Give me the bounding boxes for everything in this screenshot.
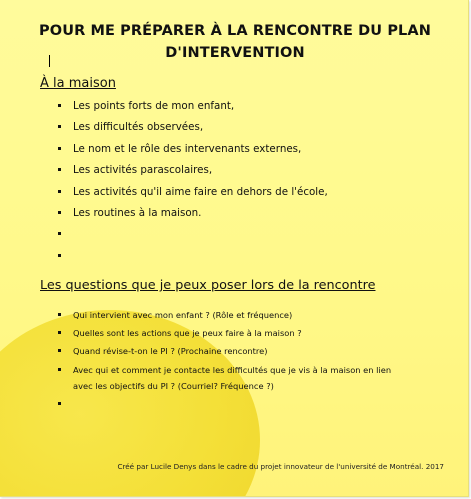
list-item (56, 120, 328, 141)
list-item-text: Les activités parascolaires, (73, 164, 213, 177)
list-item (56, 99, 328, 120)
bullet-icon (58, 331, 61, 334)
bullet-icon (58, 313, 61, 316)
section-heading-home: À la maison (40, 76, 116, 91)
list-item (56, 307, 413, 323)
list-item-text: Le nom et le rôle des intervenants externes, (73, 142, 302, 155)
section-heading-questions: Les questions que je peux poser lors de la rencontre (40, 278, 376, 293)
questions-list (56, 307, 413, 396)
list-item-text: Les points forts de mon enfant, (73, 100, 235, 112)
list-item (56, 325, 413, 341)
credit-line: Créé par Lucile Denys dans le cadre du projet innovateur de l'université de Montréal. 2017 (117, 462, 444, 471)
bullet-icon (58, 125, 61, 128)
bullet-icon (58, 232, 61, 235)
home-list (56, 99, 328, 270)
bullet-icon (58, 349, 61, 352)
list-item-text: Quand révise-t-on le PI ? (Prochaine rencontre) (73, 346, 268, 357)
list-item-text: Les activités qu'il aime faire en dehors de l'école, (73, 185, 328, 198)
bullet-icon (58, 190, 61, 193)
list-item-text: Les routines à la maison. (73, 206, 202, 219)
list-item (56, 343, 413, 359)
list-item-text: Avec qui et comment je contacte les difficultés que je vis à la maison en lien avec les objectifs du PI ? (Courriel? Fréquence ?) (73, 364, 392, 391)
bullet-icon (58, 402, 61, 405)
bullet-icon (58, 104, 61, 107)
list-item (56, 206, 328, 227)
bullet-icon (58, 168, 61, 171)
list-item (56, 142, 328, 163)
bullet-icon (58, 211, 61, 214)
list-item (56, 362, 413, 394)
list-item (56, 163, 328, 184)
list-item-text: Quelles sont les actions que je peux faire à la maison ? (73, 328, 302, 339)
bullet-icon (58, 254, 61, 257)
list-item-text: Les difficultés observées, (73, 121, 204, 134)
text-cursor (49, 55, 50, 67)
list-item (56, 185, 328, 206)
list-item-empty (56, 227, 328, 248)
list-item-empty (56, 249, 328, 270)
list-item-text: Qui intervient avec mon enfant ? (Rôle et fréquence) (73, 310, 293, 320)
bullet-icon (58, 368, 61, 371)
bullet-icon (58, 147, 61, 150)
document-title: POUR ME PRÉPARER À LA RENCONTRE DU PLAN D'INTERVENTION (39, 23, 431, 61)
